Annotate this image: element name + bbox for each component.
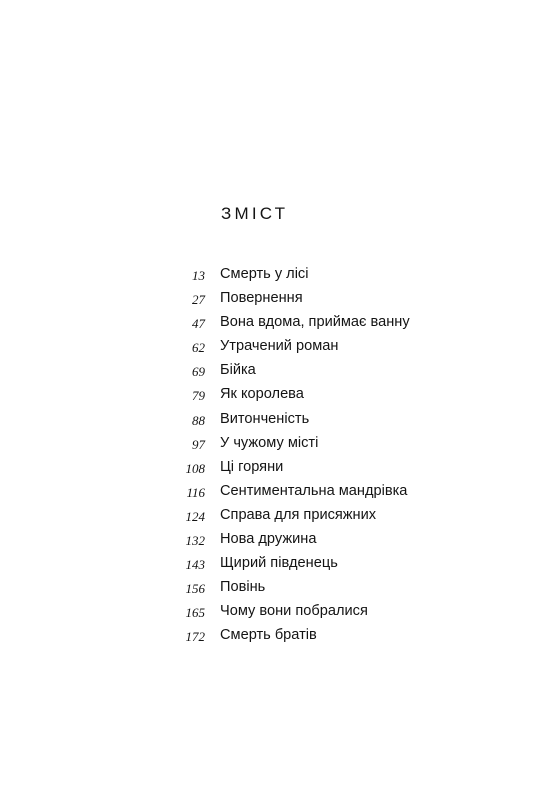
toc-title: Сентиментальна мандрівка [220, 482, 408, 499]
toc-title: Чому вони побралися [220, 603, 368, 620]
toc-entry [0, 481, 541, 505]
toc-page-number: 13 [192, 268, 205, 283]
toc-entry [0, 577, 541, 601]
toc-entry [0, 360, 541, 384]
toc-page-number: 79 [192, 388, 205, 404]
toc-page-number: 27 [192, 292, 205, 308]
toc-page-number: 165 [185, 605, 205, 621]
toc-entry [0, 553, 541, 577]
toc-title: Повернення [220, 290, 303, 307]
toc-entry [0, 409, 541, 433]
toc-title: У чужому місті [220, 434, 319, 451]
toc-entry [0, 288, 541, 312]
table-of-contents [0, 264, 541, 650]
toc-entry [0, 529, 541, 553]
toc-page-number: 172 [185, 629, 205, 645]
toc-page-number: 132 [185, 533, 205, 549]
toc-title: Щирий південець [220, 555, 338, 572]
toc-page-number: 156 [185, 581, 205, 597]
toc-page-number: 108 [185, 460, 205, 476]
toc-title: Бійка [220, 362, 256, 379]
toc-heading: ЗМІСТ [221, 204, 289, 223]
toc-entry [0, 457, 541, 481]
toc-entry [0, 336, 541, 360]
toc-entry [0, 384, 541, 408]
toc-page-number: 47 [192, 316, 205, 332]
toc-title: Повінь [220, 579, 266, 596]
toc-title: Вона вдома, приймає ванну [220, 314, 410, 331]
toc-page-number: 143 [185, 557, 205, 573]
toc-entry [0, 264, 541, 288]
toc-page-number: 97 [192, 436, 205, 452]
toc-page-number: 116 [186, 484, 205, 500]
toc-entry [0, 505, 541, 529]
toc-page-number: 69 [192, 364, 205, 380]
toc-title: Ці горяни [220, 458, 284, 475]
toc-title: Утрачений роман [220, 338, 339, 355]
toc-title: Смерть братів [220, 627, 317, 644]
toc-title: Нова дружина [220, 531, 317, 548]
toc-entry [0, 312, 541, 336]
toc-entry [0, 601, 541, 625]
toc-entry [0, 625, 541, 649]
toc-title: Витонченість [220, 410, 310, 427]
toc-title: Смерть у лісі [220, 266, 309, 282]
toc-title: Справа для присяжних [220, 506, 377, 523]
toc-title: Як королева [220, 386, 304, 403]
toc-page-number: 88 [192, 412, 205, 428]
toc-page-number: 124 [185, 508, 205, 524]
toc-entry [0, 433, 541, 457]
toc-page-number: 62 [192, 340, 205, 356]
